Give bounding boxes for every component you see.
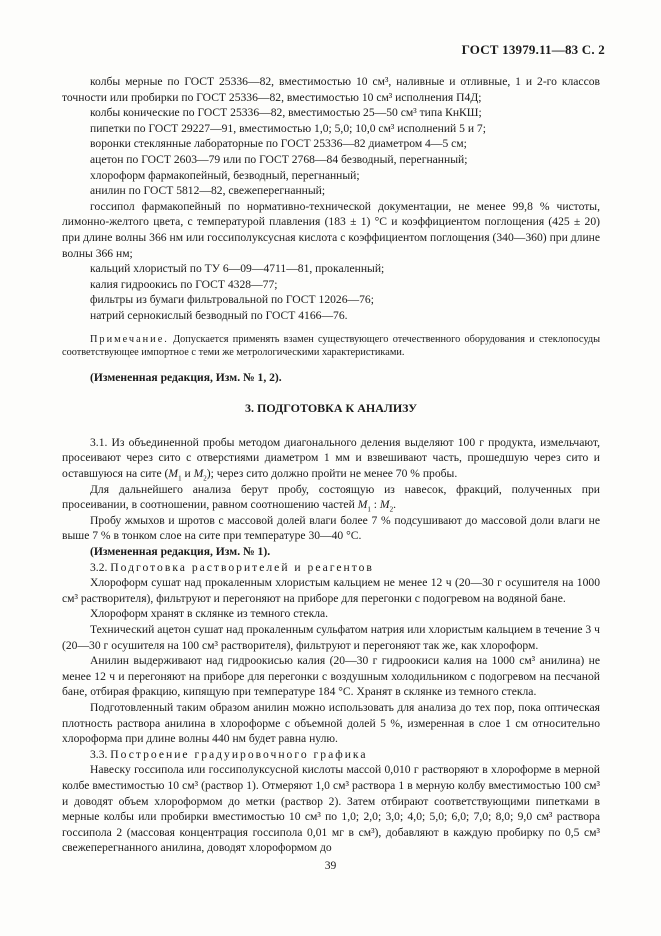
note-label: Примечание. bbox=[90, 333, 169, 345]
list-item: воронки стеклянные лабораторные по ГОСТ 25336—82 диаметром 4—5 см; bbox=[90, 137, 467, 151]
paragraph: Анилин выдерживают над гидроокисью калия (20—30 г гидроокиси калия на 1000 см³ анилина) не менее 12 ч и перегоняют на приборе для перегонки с воздушным холодильником с подогревом на песчаной бане, отбирая фракцию, кипящую при температуре 184 °С. Хранят в склянке из темного стекла. bbox=[62, 654, 600, 699]
subsection-3-2-title bbox=[62, 560, 600, 576]
list-item: натрий сернокислый безводный по ГОСТ 4166—76. bbox=[90, 308, 348, 322]
text-span: . bbox=[393, 498, 396, 512]
note-text: Допускается применять взамен существующего отечественного оборудования и стеклопосуды соответствующее импортное с теми же метрологическими характеристиками. bbox=[62, 333, 600, 359]
list-item: анилин по ГОСТ 5812—82, свежеперегнанный; bbox=[90, 184, 326, 198]
paragraph: Технический ацетон сушат над прокаленным сульфатом натрия или хлористым кальцием в течение 3 ч (20—30 г осушителя на 100 см³ растворителя), фильтруют и перегоняют так же, как хлороформ. bbox=[62, 623, 600, 652]
paragraph-3-1 bbox=[62, 435, 600, 482]
subscript: 2 bbox=[203, 474, 207, 483]
subsection-title: Построение градуировочного графика bbox=[110, 747, 368, 761]
variable-m: M bbox=[168, 467, 179, 481]
subsection-number: 3.3. bbox=[90, 747, 108, 761]
subscript: 2 bbox=[389, 505, 394, 514]
page-header: ГОСТ 13979.11—83 С. 2 bbox=[461, 42, 605, 57]
subsection-title: Подготовка растворителей и реагентов bbox=[110, 560, 374, 574]
subsection-3-3-title bbox=[62, 747, 600, 763]
list-item: ацетон по ГОСТ 2603—79 или по ГОСТ 2768—84 безводный, перегнанный; bbox=[90, 152, 468, 166]
document-body bbox=[62, 74, 600, 856]
variable-m: M bbox=[379, 498, 390, 512]
page-number: 39 bbox=[324, 859, 337, 872]
paragraph: Навеску госсипола или госсиполуксусной кислоты массой 0,010 г растворяют в хлороформе в мерной колбе вместимостью 10 см³ (раствор 1). Отмеряют 1,0 см³ раствора 1 в мерную колбу вместимостью 100 см³ и доводят объем хлороформом до метки (раствор 2). Затем отбирают соответствующими пипетками в мерные колбы или пробирки вместимостью 10 см³ по 1,0; 2,0; 3,0; 4,0; 5,0; 6,0; 7,0; 8,0; 9,0 см³ раствора госсипола 2 (массовая концентрация госсипола 0,01 мг в см³), добавляют в каждую пробирку по 0,5 см³ свежеперегнанного анилина, доводят хлороформом до bbox=[62, 763, 600, 855]
list-item: кальций хлористый по ТУ 6—09—4711—81, прокаленный; bbox=[90, 262, 385, 276]
list-item: колбы конические по ГОСТ 25336—82, вместимостью 25—50 см³ типа КнКШ; bbox=[90, 106, 482, 120]
list-item: хлороформ фармакопейный, безводный, перегнанный; bbox=[90, 168, 360, 182]
text-span: 3.1. Из объединенной пробы методом диагонального деления выделяют 100 г продукта, измельчают, просеивают через сито с отверстиями диаметром 1 мм и взвешивают часть, прошедшую через сито и оставшуюся на сите ( bbox=[62, 435, 600, 481]
paragraph: Подготовленный таким образом анилин можно использовать для анализа до тех пор, пока оптическая плотность раствора анилина в хлороформе с объемной долей 5 %, измеренная в слое 1 см относительно хлороформа при длине волны 440 нм будет равна нулю. bbox=[62, 700, 600, 746]
revision-note: (Измененная редакция, Изм. № 1, 2). bbox=[90, 370, 282, 384]
list-item: калия гидроокись по ГОСТ 4328—77; bbox=[90, 277, 278, 291]
section-title: 3. ПОДГОТОВКА К АНАЛИЗУ bbox=[244, 401, 418, 416]
list-item: пипетки по ГОСТ 29227—91, вместимостью 1,0; 5,0; 10,0 см³ исполнений 5 и 7; bbox=[90, 121, 486, 135]
list-item: госсипол фармакопейный по нормативно-технической документации, не менее 99,8 % чистоты, лимонно-желтого цвета, с температурой плавления (183 ± 1) °С и коэффициентом поглощения (425 ± 20) при длине волны 366 нм или госсиполуксусная кислота с коэффициентом поглощения (340—360) при длине волны 366 нм; bbox=[62, 199, 600, 260]
paragraph: Хлороформ сушат над прокаленным хлористым кальцием не менее 12 ч (20—30 г осушителя на 1000 см³ растворителя), фильтруют и перегоняют на приборе для перегонки с подогревом на водяной бане. bbox=[62, 576, 600, 605]
paragraph-3-1-ratio bbox=[62, 482, 600, 513]
text-span: ); через сито должно пройти не менее 70 % пробы. bbox=[206, 467, 458, 481]
paragraph: Хлороформ хранят в склянке из темного стекла. bbox=[90, 607, 329, 621]
subsection-number: 3.2. bbox=[90, 560, 108, 574]
list-item: фильтры из бумаги фильтровальной по ГОСТ 12026—76; bbox=[90, 293, 374, 307]
variable-m: M bbox=[357, 498, 368, 512]
text-span: : bbox=[370, 498, 380, 512]
subscript: 1 bbox=[178, 474, 182, 483]
paragraph-3-1-drying: Пробу жмыхов и шротов с массовой долей влаги более 7 % подсушивают до массовой доли влаги не выше 7 % в тонком слое на сите при температуре 30—40 °С. bbox=[62, 513, 600, 543]
subscript: 1 bbox=[367, 505, 371, 514]
text-span: и bbox=[181, 467, 194, 481]
note-paragraph bbox=[62, 333, 600, 360]
variable-m: M bbox=[193, 467, 204, 481]
revision-note: (Измененная редакция, Изм. № 1). bbox=[90, 545, 271, 559]
text-span: Для дальнейшего анализа берут пробу, состоящую из навесок, фракций, полученных при просеивании, в соотношении, равном соотношению частей bbox=[62, 482, 600, 512]
list-item: колбы мерные по ГОСТ 25336—82, вместимостью 10 см³, наливные и отливные, 1 и 2-го классов точности или пробирки по ГОСТ 25336—82, вместимостью 10 см³ исполнения П4Д; bbox=[62, 75, 600, 104]
